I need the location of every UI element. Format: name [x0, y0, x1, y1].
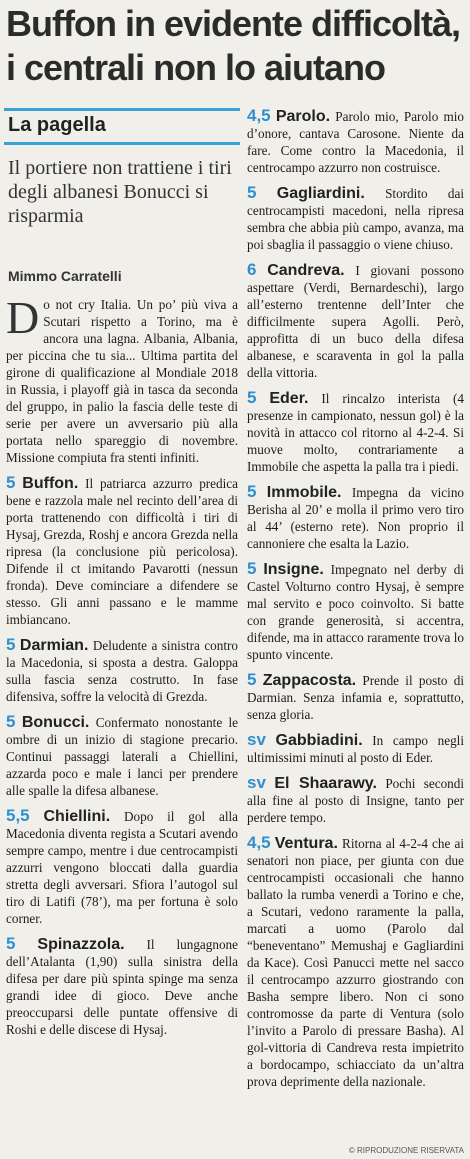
- section-rule-bottom: [4, 142, 240, 145]
- rating-text: I giovani possono aspettare (Verdi, Bernardeschi), largo all’esterno trentenne dell’Inter che difficilmente supera Agolli. Però, approfitta di un buco della difesa albanese, e scaraventa in gol la palla della vittoria.: [247, 263, 465, 380]
- rating-entry: [247, 671, 464, 723]
- rating-grade: 5: [6, 712, 16, 731]
- left-column: [6, 292, 239, 1046]
- rating-entry: [6, 807, 238, 927]
- rating-text: Stordito dai centrocampisti macedoni, nella ripresa sembra che abbia più campo, avanza, ma poi sbaglia il passaggio o viene chiuso.: [247, 186, 464, 252]
- rating-text: Impegnato nel derby di Castel Volturno contro Hysaj, è sempre mal servito e poco coinvolto. Si batte con grande generosità, si accentra, difende, ma in attacco raramente trova lo spunto vincente.: [247, 562, 464, 662]
- intro-text: o not cry Italia. Un po’ più viva a Scutari rispetto a Torino, ma è ancora una lagna. Albania, Albania, per piccina che tu sia... Ultima partita del girone di qualificazione al Mondiale 2018 in Russia, i playoff già in tasca da seconda del gruppo, in palio la fascia delle teste di serie per avere un avversario più alla portata nello spareggio di novembre. Missione compiuta fra stenti infiniti.: [6, 297, 238, 465]
- rating-entry: [247, 774, 464, 826]
- rating-grade: 5: [247, 559, 257, 578]
- player-name: Darmian.: [19, 637, 89, 654]
- player-name: Candreva.: [267, 262, 345, 279]
- rating-grade: 6: [247, 260, 257, 279]
- rating-text: Parolo mio, Parolo mio d’onore, cantava Carosone. Niente da fare. Come contro la Macedonia, il centrocampo azzurro non costruisce.: [247, 109, 464, 175]
- rating-grade: 5: [247, 183, 257, 202]
- rating-grade: 5,5: [6, 806, 30, 825]
- rating-grade: 5: [6, 635, 16, 654]
- byline: Mimmo Carratelli: [8, 268, 122, 284]
- rating-text: Impegna da vicino Berisha al 20’ e molla il primo vero tiro al 44’ (esterno rete). Non proprio il cannoniere che esalta la Lazio.: [247, 485, 465, 551]
- rating-text: Il rincalzo interista (4 presenze in campionato, nessun gol) è la novità in attacco col ritorno al 4-2-4. Si muove molto, contrariamente a Immobile che aspetta la palla tra i piedi.: [247, 391, 465, 474]
- player-name: Eder.: [269, 390, 309, 407]
- rating-entry: [6, 474, 238, 628]
- rating-text: Deludente a sinistra contro la Macedonia, si sposta a destra. Galoppa sulla fascia senza costrutto. In fase difensiva, soffre la velocità di Grezda.: [6, 638, 239, 704]
- rating-text: Ritorna al 4-2-4 che ai senatori non piace, per giunta con due centrocampisti occasionali che hanno ballato la rumba venerdì a Torino e che, a Scutari, vedono raramente la palla, marcati a uomo (Parolo dal “beneventano” Memushaj e Gagliardini da Kace). Così Panucci mette nel sacco il centrocampo azzurro giostrando con Basha sempre libero. Non ci sono contromosse da parte di Ventura (solo l’invito a Parolo di pressare Basha). Al gol-vittoria di Candreva resta impietrito a bordocampo, schiacciato da un’altra prova deprimente della nazionale.: [247, 836, 464, 1089]
- right-ratings-list: [247, 107, 464, 1090]
- player-name: Gagliardini.: [276, 185, 365, 202]
- rating-entry: [6, 636, 238, 705]
- player-name: Spinazzola.: [37, 936, 125, 953]
- headline-line-2: i centrali non lo aiutano: [6, 47, 386, 88]
- rating-entry: [247, 184, 464, 253]
- rating-grade: 5: [6, 473, 16, 492]
- drop-cap: D: [6, 292, 40, 343]
- rating-grade: sv: [247, 773, 266, 792]
- player-name: Gabbiadini.: [275, 732, 363, 749]
- section-kicker: La pagella: [8, 114, 106, 136]
- player-name: Zappacosta.: [262, 672, 357, 689]
- player-name: Ventura.: [274, 835, 338, 852]
- rating-entry: [247, 483, 464, 552]
- headline-line-1: Buffon in evidente difficoltà,: [6, 3, 460, 44]
- deck: Il portiere non trattiene i tiri degli albanesi Bonucci si risparmia: [8, 157, 232, 227]
- rating-text: Il patriarca azzurro predica bene e razzola male nel recinto dell’area di porta trattenendo con difficoltà i tiri di Hysaj, Grezda, Roshj e ancora Grezda nella ripresa (la conclusione più pericolosa). Difende il ct imitando Pavarotti (nessun fronda). Deve cominciare a difendere se stesso. Gli anni passano e le mamme imbiancano.: [6, 476, 239, 627]
- player-name: Immobile.: [266, 484, 342, 501]
- rating-grade: 4,5: [247, 106, 271, 125]
- player-name: Insigne.: [263, 561, 324, 578]
- player-name: Bonucci.: [21, 714, 90, 731]
- rating-entry: [247, 261, 464, 381]
- rating-entry: [247, 107, 464, 176]
- rating-text: Dopo il gol alla Macedonia diventa regista a Scutari avendo sempre campo, mentre i due centrocampisti azzurri vengono bloccati dalla guardia stretta degli avversari. Sfiora l’autogol sul tiro di Latifi (78’), ma per fortuna è solo corner.: [6, 809, 239, 926]
- rating-grade: sv: [247, 730, 266, 749]
- rating-entry: [6, 935, 238, 1038]
- rating-entry: [247, 389, 464, 475]
- player-name: Parolo.: [275, 108, 331, 125]
- left-ratings-list: [6, 474, 238, 1038]
- section-rule-top: [4, 108, 240, 111]
- player-name: El Shaarawy.: [274, 775, 377, 792]
- rating-grade: 5: [247, 388, 257, 407]
- rating-text: In campo negli ultimissimi minuti al posto di Eder.: [247, 733, 464, 765]
- rating-entry: [247, 834, 464, 1090]
- rating-grade: 5: [247, 670, 257, 689]
- rating-text: Prende il posto di Darmian. Senza infamia e, soprattutto, senza gloria.: [247, 673, 464, 722]
- player-name: Chiellini.: [43, 808, 111, 825]
- rating-entry: [6, 713, 238, 799]
- rating-text: Pochi secondi alla fine al posto di Insigne, tanto per perdere tempo.: [247, 776, 465, 825]
- rating-entry: [247, 560, 464, 663]
- rating-grade: 5: [247, 482, 257, 501]
- intro-paragraph: [6, 292, 238, 466]
- right-column: [247, 107, 464, 1098]
- player-name: Buffon.: [22, 475, 79, 492]
- headline: [6, 2, 466, 90]
- copyright-credit: © RIPRODUZIONE RISERVATA: [348, 1146, 464, 1155]
- rating-grade: 4,5: [247, 833, 271, 852]
- rating-entry: [247, 731, 464, 766]
- rating-grade: 5: [6, 934, 16, 953]
- rating-text: Confermato nonostante le ombre di un inizio di stagione precario. Continui passaggi laterali a Chiellini, azzarda poco e male i lanci per prendere alle spalle la difesa albanese.: [6, 715, 239, 798]
- rating-text: Il lungagnone dell’Atalanta (1,90) sulla sinistra della difesa per dare più spinta spinge ma senza grandi idee di gioco. Deve anche preoccuparsi delle puntate offensive di Roshi e delle discese di Hysaj.: [6, 937, 238, 1037]
